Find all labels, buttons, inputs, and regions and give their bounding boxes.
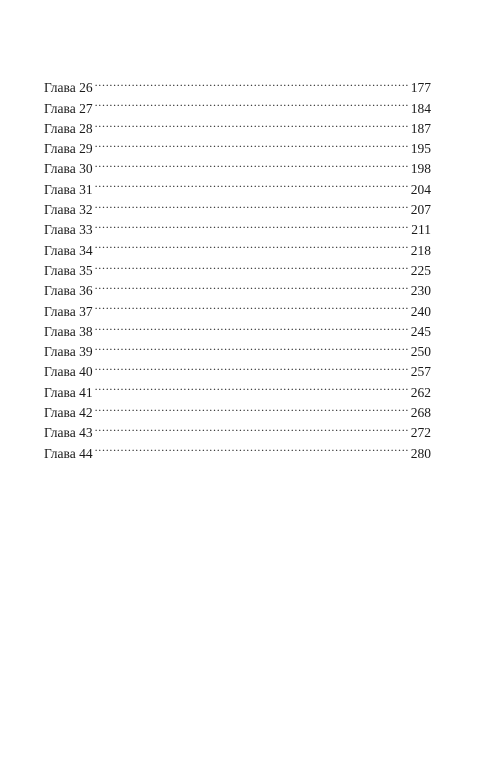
toc-entry xyxy=(44,92,431,116)
toc-entry xyxy=(44,173,431,197)
toc-entry xyxy=(44,356,431,380)
dot-leader xyxy=(95,234,408,254)
page-number: 245 xyxy=(410,323,431,339)
chapter-title: Глава 27 xyxy=(44,100,93,116)
dot-leader xyxy=(95,376,408,396)
dot-leader xyxy=(95,275,408,295)
chapter-title: Глава 37 xyxy=(44,303,93,319)
chapter-title: Глава 42 xyxy=(44,405,93,421)
toc-entry xyxy=(44,72,431,96)
toc-entry xyxy=(44,113,431,136)
chapter-title: Глава 39 xyxy=(44,344,93,360)
dot-leader xyxy=(95,113,408,133)
page-number: 211 xyxy=(411,222,431,238)
chapter-title: Глава 28 xyxy=(44,120,93,136)
toc-entry xyxy=(44,376,431,400)
chapter-title: Глава 33 xyxy=(44,222,93,238)
dot-leader xyxy=(95,356,408,376)
toc-entry xyxy=(44,133,431,157)
chapter-title: Глава 44 xyxy=(44,445,93,461)
dot-leader xyxy=(95,133,408,153)
chapter-title: Глава 41 xyxy=(44,384,93,400)
page-number: 187 xyxy=(410,120,431,136)
toc-entry xyxy=(44,417,431,441)
toc-entry xyxy=(44,295,431,319)
page-number: 195 xyxy=(410,141,431,157)
page-number: 218 xyxy=(410,242,431,258)
chapter-title: Глава 34 xyxy=(44,242,93,258)
dot-leader xyxy=(95,295,408,315)
dot-leader xyxy=(95,316,408,336)
dot-leader xyxy=(95,92,408,112)
dot-leader xyxy=(95,214,409,234)
toc-entry xyxy=(44,194,431,218)
chapter-title: Глава 38 xyxy=(44,323,93,339)
page-number: 207 xyxy=(410,202,431,218)
chapter-title: Глава 30 xyxy=(44,161,93,177)
page-number: 257 xyxy=(410,364,431,380)
chapter-title: Глава 29 xyxy=(44,141,93,157)
toc-entry xyxy=(44,234,431,258)
toc-entry xyxy=(44,153,431,177)
toc-entry xyxy=(44,255,431,278)
dot-leader xyxy=(95,153,408,173)
dot-leader xyxy=(95,72,408,92)
page-number: 204 xyxy=(410,181,431,197)
dot-leader xyxy=(95,194,408,214)
dot-leader xyxy=(95,397,408,417)
page-number: 225 xyxy=(410,262,431,278)
dot-leader xyxy=(95,417,408,437)
page-number: 230 xyxy=(410,283,431,299)
chapter-title: Глава 43 xyxy=(44,425,93,441)
page-number: 177 xyxy=(410,80,431,96)
page-number: 198 xyxy=(410,161,431,177)
dot-leader xyxy=(95,336,408,356)
dot-leader xyxy=(95,437,408,457)
page-number: 262 xyxy=(410,384,431,400)
page-number: 272 xyxy=(410,425,431,441)
page-number: 184 xyxy=(410,100,431,116)
chapter-title: Глава 35 xyxy=(44,262,93,278)
table-of-contents xyxy=(44,72,431,461)
toc-entry xyxy=(44,397,431,421)
chapter-title: Глава 26 xyxy=(44,80,93,96)
toc-entry xyxy=(44,275,431,299)
page-number: 268 xyxy=(410,405,431,421)
dot-leader xyxy=(95,173,408,193)
chapter-title: Глава 31 xyxy=(44,181,93,197)
page-number: 280 xyxy=(410,445,431,461)
page-number: 240 xyxy=(410,303,431,319)
toc-entry xyxy=(44,437,431,461)
toc-entry xyxy=(44,316,431,339)
chapter-title: Глава 36 xyxy=(44,283,93,299)
chapter-title: Глава 40 xyxy=(44,364,93,380)
dot-leader xyxy=(95,255,408,275)
chapter-title: Глава 32 xyxy=(44,202,93,218)
page-number: 250 xyxy=(410,344,431,360)
toc-entry xyxy=(44,336,431,360)
toc-entry xyxy=(44,214,431,238)
